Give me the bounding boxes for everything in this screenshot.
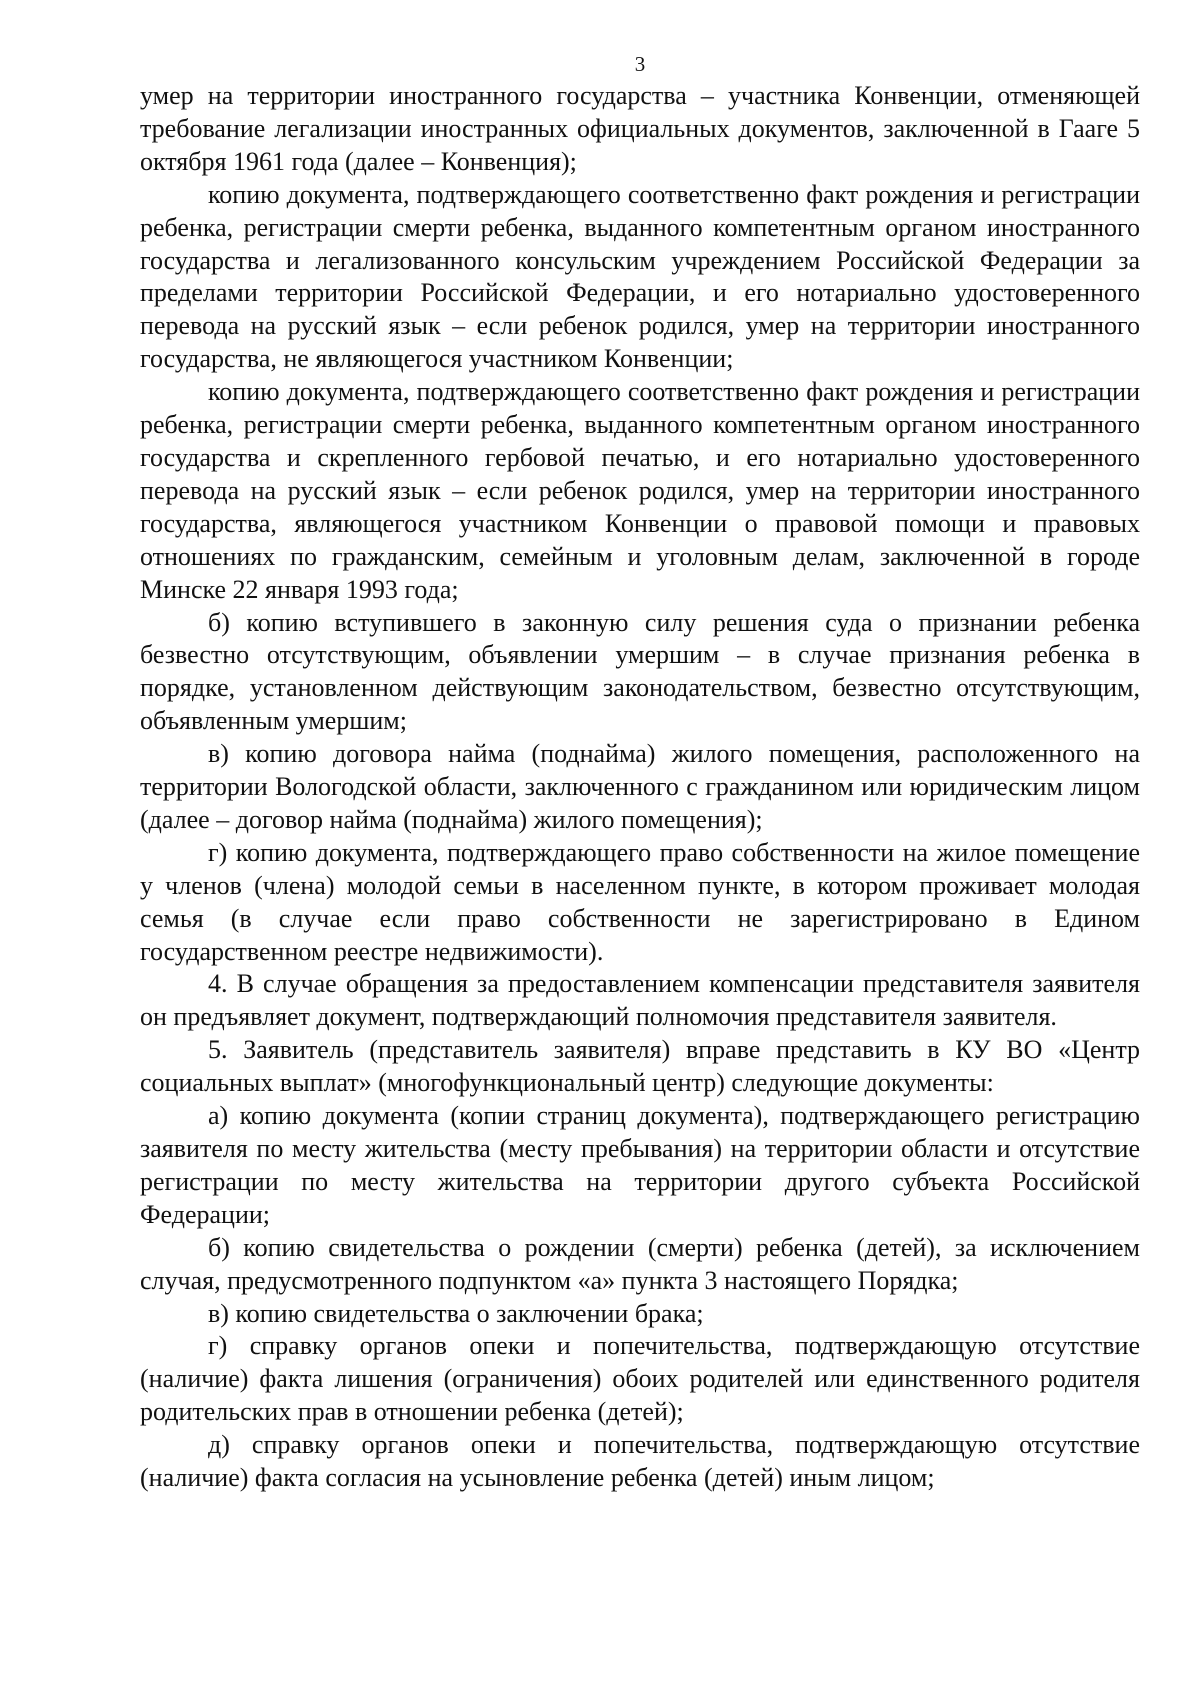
paragraph-copy-legalized-document: копию документа, подтверждающего соответственно факт рождения и регистрации ребенка, регистрации смерти ребенка, выданного компетентным органом иностранного государства и легализованного консульским учреждением Российской Федерации за пределами территории Российской Федерации, и его нотариально удостоверенного перевода на русский язык – если ребенок родился, умер на территории иностранного государства, не являющегося участником Конвенции; (140, 179, 1140, 374)
page-number: 3 (634, 52, 646, 76)
paragraph-item-a-registration: а) копию документа (копии страниц документа), подтверждающего регистрацию заявителя по месту жительства (месту пребывания) на территории области и отсутствие регистрации по месту жительства на территории другого субъекта Российской Федерации; (140, 1101, 1140, 1229)
paragraph-item-g-ownership-document: г) копию документа, подтверждающего право собственности на жилое помещение у членов (члена) молодой семьи в населенном пункте, в котором проживает молодая семья (в случае если право собственности не зарегистрировано в Едином государственном реестре недвижимости). (140, 837, 1140, 966)
paragraph-item-v-marriage-certificate: в) копию свидетельства о заключении брака; (208, 1298, 704, 1328)
document-body (140, 80, 1140, 1495)
paragraph-copy-sealed-document: копию документа, подтверждающего соответственно факт рождения и регистрации ребенка, регистрации смерти ребенка, выданного компетентным органом иностранного государства и скрепленного гербовой печатью, и его нотариально удостоверенного перевода на русский язык – если ребенок родился, умер на территории иностранного государства, являющегося участником Конвенции о правовой помощи и правовых отношениях по гражданским, семейным и уголовным делам, заключенной в городе Минске 22 января 1993 года; (140, 377, 1140, 604)
paragraph-item-g-guardianship-certificate: г) справку органов опеки и попечительства, подтверждающую отсутствие (наличие) факта лишения (ограничения) обоих родителей или единственного родителя родительских прав в отношении ребенка (детей); (140, 1331, 1140, 1427)
paragraph-section-5-applicant-rights: 5. Заявитель (представитель заявителя) вправе представить в КУ ВО «Центр социальных выплат» (многофункциональный центр) следующие документы: (140, 1035, 1140, 1098)
paragraph-item-v-lease-contract: в) копию договора найма (поднайма) жилого помещения, расположенного на территории Вологодской области, заключенного с гражданином или юридическим лицом (далее – договор найма (поднайма) жилого помещения); (140, 739, 1140, 834)
paragraph-item-b-birth-certificate: б) копию свидетельства о рождении (смерти) ребенка (детей), за исключением случая, предусмотренного подпунктом «а» пункта 3 настоящего Порядка; (140, 1232, 1140, 1295)
document-page (140, 0, 1140, 1697)
paragraph-continuation: умер на территории иностранного государства – участника Конвенции, отменяющей требование легализации иностранных официальных документов, заключенной в Гааге 5 октября 1961 года (далее – Конвенция); (140, 81, 1140, 176)
paragraph-section-4-representative: 4. В случае обращения за предоставлением компенсации представителя заявителя он предъявляет документ, подтверждающий полномочия представителя заявителя. (140, 969, 1140, 1032)
paragraph-item-d-adoption-certificate: д) справку органов опеки и попечительства, подтверждающую отсутствие (наличие) факта согласия на усыновление ребенка (детей) иным лицом; (140, 1430, 1140, 1493)
paragraph-item-b-court-decision: б) копию вступившего в законную силу решения суда о признании ребенка безвестно отсутствующим, объявлении умершим – в случае признания ребенка в порядке, установленном действующим законодательством, безвестно отсутствующим, объявленным умершим; (140, 607, 1140, 736)
